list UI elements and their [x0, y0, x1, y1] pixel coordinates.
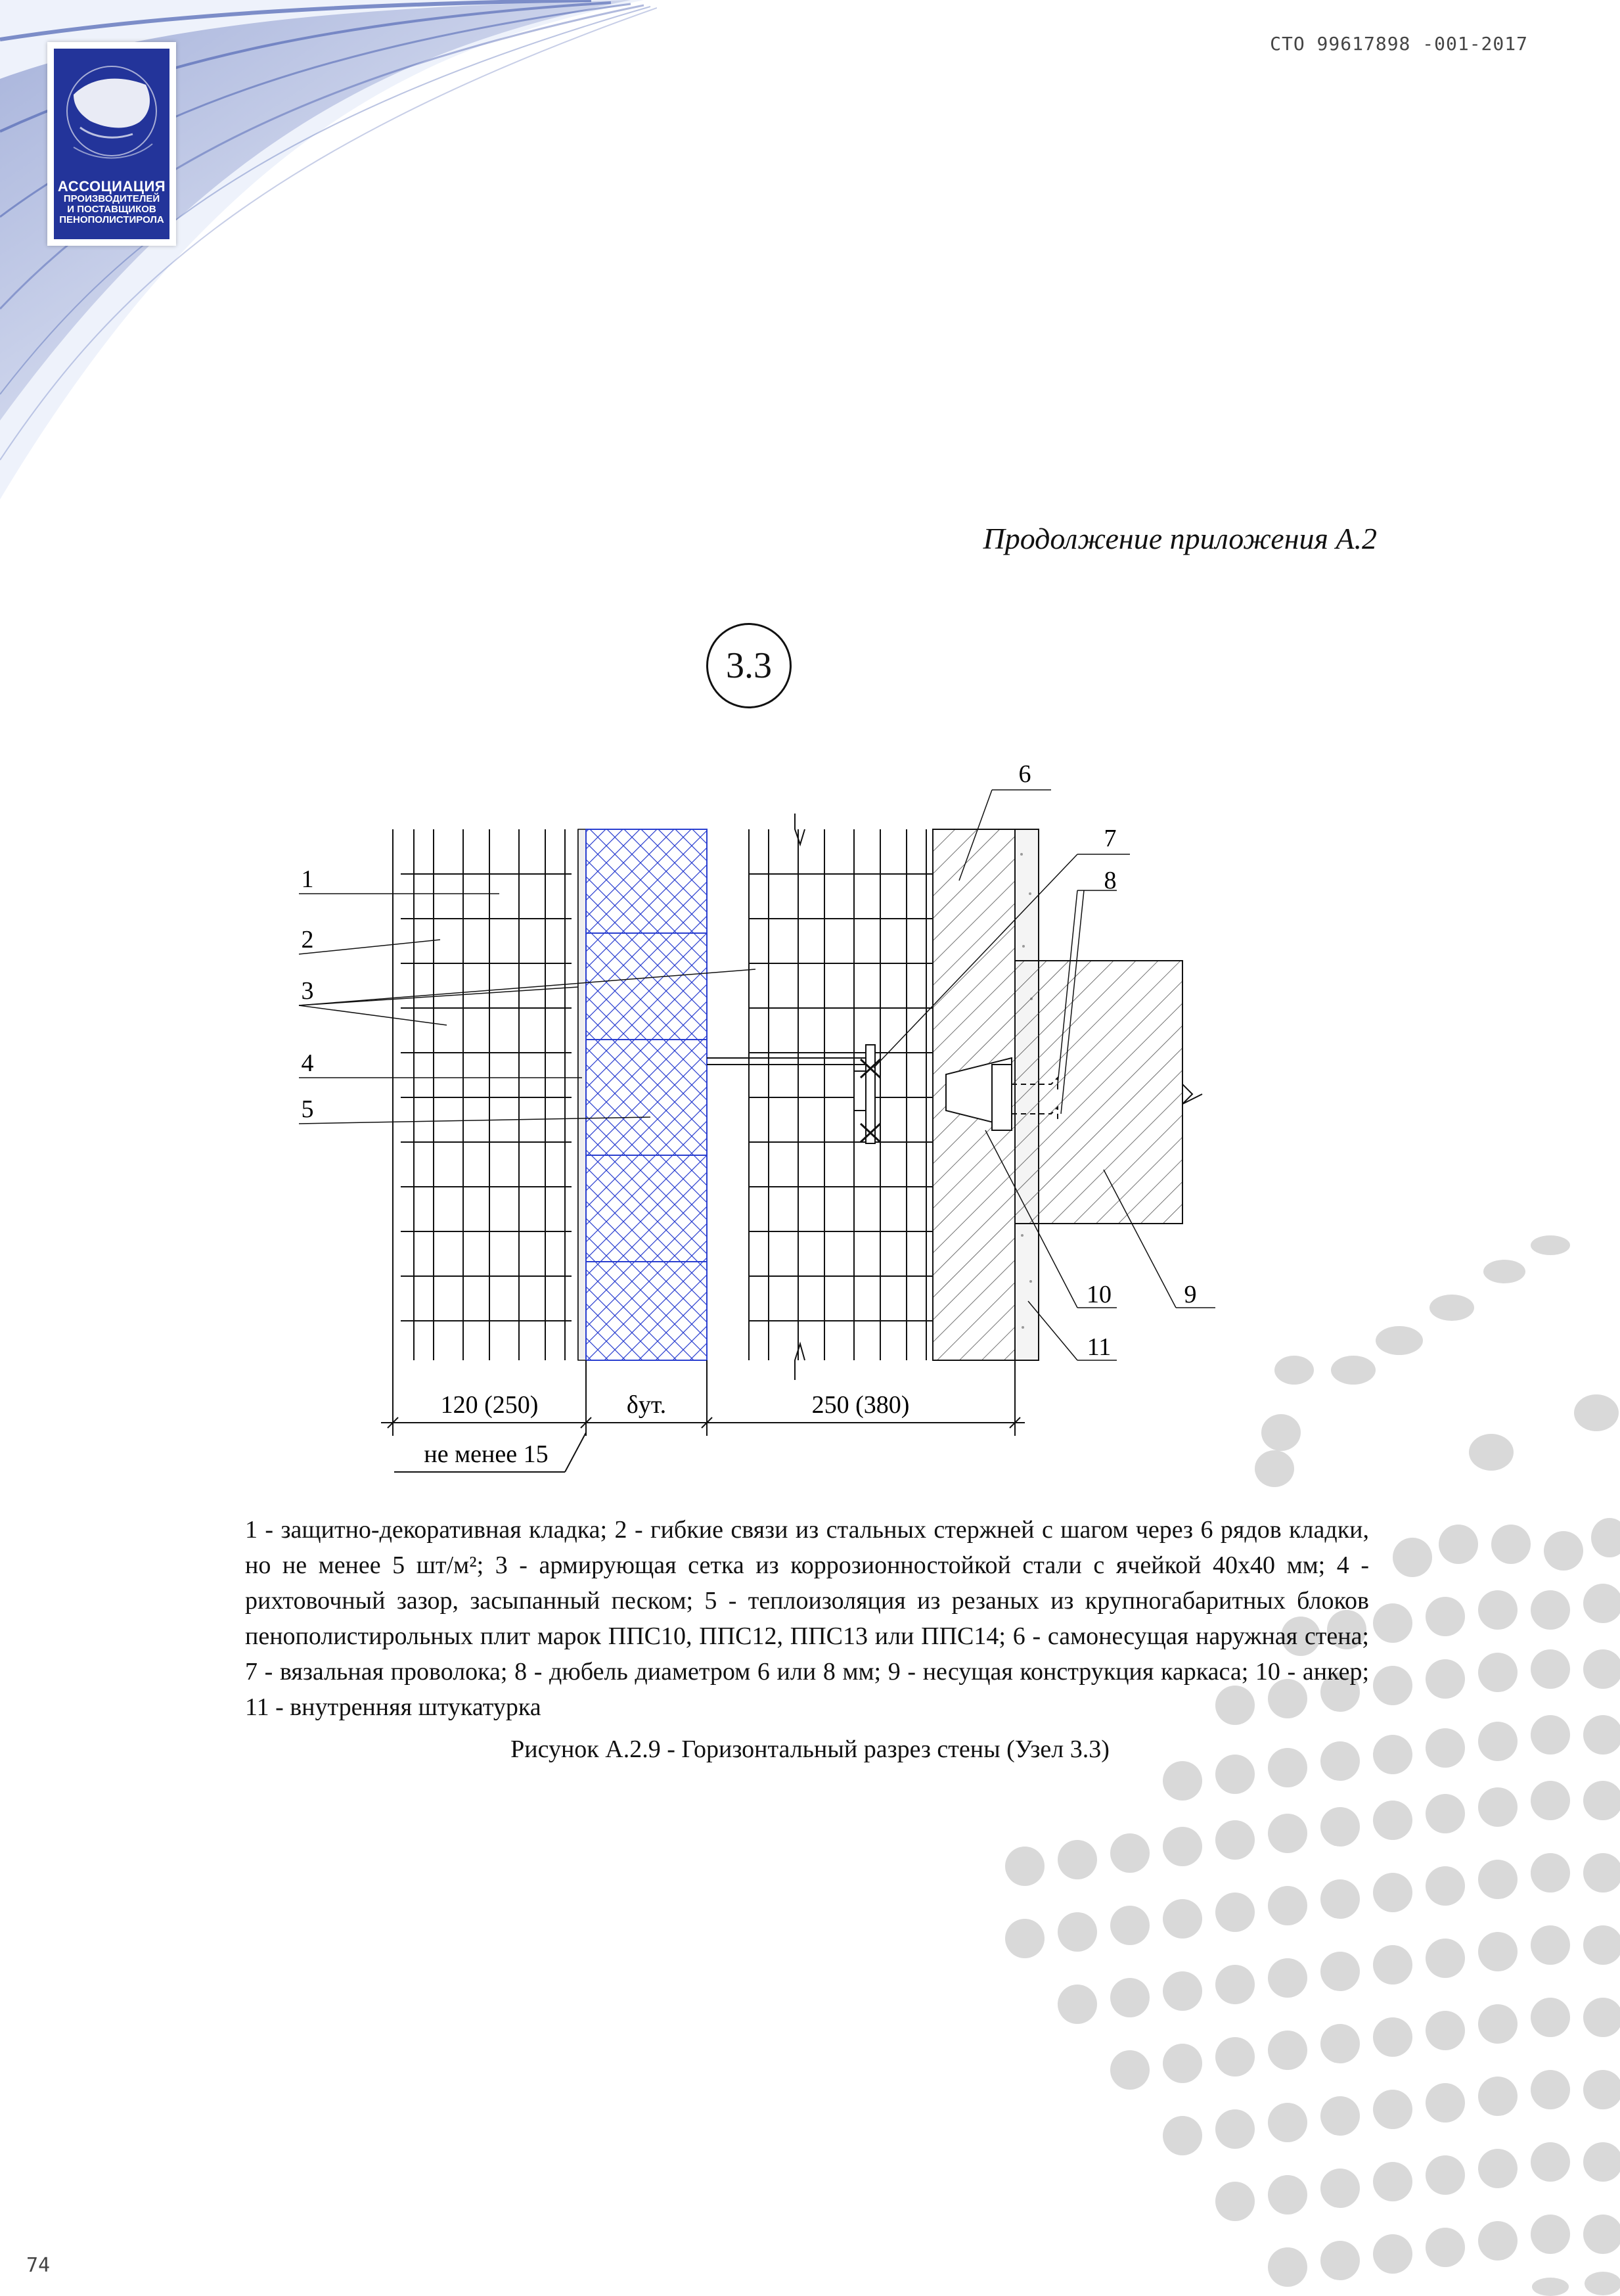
legend-text: 1 - защитно-декоративная кладка; 2 - гибкие связи из стальных стержней с шагом через 6 рядов кладки, но не менее 5 шт/м²; 3 - армирующая сетка из коррозионностойкой стали с ячейкой 40х40 мм; 4 - рихтовочный зазор, засыпанный песком; 5 - теплоизоляция из резаных из крупногабаритных блоков пенополистирольных плит марок ППС10, ППС12, ППС13 или ППС14; 6 - самонесущая наружная стена; 7 - вязальная проволока; 8 - дюбель диаметром 6 или 8 мм; 9 - несущая конструкция каркаса; 10 - анкер; 11 - внутренняя штукатурка [245, 1516, 1369, 1721]
association-logo [47, 42, 176, 246]
globe-icon [54, 49, 169, 173]
dim-inner-wall: 250 (380) [811, 1391, 910, 1419]
callout-11: 11 [1087, 1333, 1112, 1361]
insulation-layer [586, 829, 707, 1360]
leveling-gap [578, 829, 586, 1360]
callout-3: 3 [301, 977, 314, 1005]
callout-8: 8 [1104, 867, 1117, 894]
callout-7: 7 [1104, 825, 1117, 852]
node-label [706, 623, 792, 708]
callout-4: 4 [301, 1049, 314, 1077]
dim-outer-leaf: 120 (250) [440, 1391, 539, 1419]
logo-subtitle-1: ПРОИЗВОДИТЕЛЕЙ [63, 193, 160, 205]
logo-subtitle-3: ПЕНОПОЛИСТИРОЛА [59, 214, 164, 225]
callout-5: 5 [301, 1095, 314, 1123]
load-bearing-frame [1015, 961, 1202, 1224]
outer-masonry-leaf [393, 829, 578, 1360]
callout-6: 6 [1018, 760, 1031, 788]
callout-1: 1 [301, 865, 314, 893]
break-mark-bottom [795, 1344, 805, 1380]
node-label-text: 3.3 [726, 645, 772, 686]
wall-section-drawing [263, 756, 1248, 1485]
dim-min-gap: не менее 15 [424, 1440, 549, 1468]
inner-wall-grid [749, 829, 933, 1360]
dim-insulation: δут. [626, 1391, 667, 1419]
logo-subtitle-2: И ПОСТАВЩИКОВ [67, 203, 156, 215]
callout-2: 2 [301, 926, 314, 953]
break-mark-top [795, 814, 805, 844]
page-number: 74 [26, 2254, 51, 2277]
logo-title: АССОЦИАЦИЯ [57, 178, 166, 195]
standard-code: СТО 99617898 -001-2017 [1270, 33, 1528, 55]
continuation-title: Продолжение приложения А.2 [983, 522, 1377, 555]
callout-9: 9 [1184, 1281, 1197, 1308]
callout-10: 10 [1087, 1281, 1112, 1308]
figure-caption: Рисунок А.2.9 - Горизонтальный разрез стены (Узел 3.3) [510, 1735, 1110, 1763]
